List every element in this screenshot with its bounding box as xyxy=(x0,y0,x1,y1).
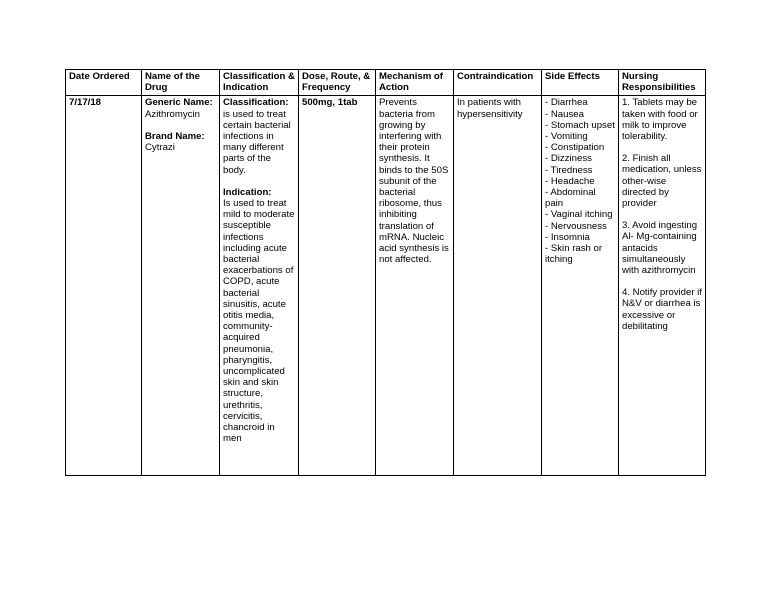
header-drug-name: Name of the Drug xyxy=(142,70,220,96)
header-contraindication: Contraindication xyxy=(454,70,542,96)
classification-label: Classification: xyxy=(223,97,289,109)
spacer xyxy=(622,209,702,220)
side-effect-item: - Insomnia xyxy=(545,231,590,243)
header-mechanism: Mechanism of Action xyxy=(376,70,454,96)
nursing-item: 3. Avoid ingesting Al- Mg-containing antacids simultaneously with azithromycin xyxy=(622,220,698,277)
spacer xyxy=(145,120,216,131)
side-effects-cell xyxy=(542,96,619,476)
drug-card-table xyxy=(65,69,706,476)
header-nursing-responsibilities: Nursing Responsibilities xyxy=(619,70,706,96)
side-effect-item: - Skin rash or itching xyxy=(545,243,603,266)
side-effect-item: - Stomach upset xyxy=(545,119,615,131)
side-effect-item: - Abdominal pain xyxy=(545,187,596,210)
side-effect-item: - Dizziness xyxy=(545,153,592,165)
classification-text: is used to treat certain bacterial infections in many different parts of the body. xyxy=(223,108,291,176)
side-effect-item: - Vomiting xyxy=(545,131,588,143)
side-effect-item: - Nervousness xyxy=(545,220,607,232)
date-ordered-cell: 7/17/18 xyxy=(66,96,142,476)
nursing-item: 4. Notify provider if N&V or diarrhea is excessive or debilitating xyxy=(622,287,702,332)
header-classification-indication: Classification & Indication xyxy=(220,70,299,96)
contraindication-cell: In patients with hypersensitivity xyxy=(454,96,542,476)
header-row xyxy=(66,70,706,96)
generic-name-label: Generic Name: xyxy=(145,97,213,109)
spacer xyxy=(622,142,702,153)
side-effect-item: - Tiredness xyxy=(545,164,593,176)
drug-name-cell xyxy=(142,96,220,476)
nursing-item: 2. Finish all medication, unless other-wise directed by provider xyxy=(622,153,702,210)
brand-name-value: Cytrazi xyxy=(145,142,175,154)
dose-cell: 500mg, 1tab xyxy=(299,96,376,476)
side-effect-item: - Headache xyxy=(545,175,595,187)
header-dose-route-frequency: Dose, Route, & Frequency xyxy=(299,70,376,96)
indication-text: Is used to treat mild to moderate susceptible infections including acute bacterial exacerbations of COPD, acute bacterial sinusitis, acute otitis media, community-acquired pneumonia, pharyngitis, uncomplicated skin and skin structure, urethritis, cervicitis, chancroid in men xyxy=(223,198,295,445)
nursing-item: 1. Tablets may be taken with food or milk to improve tolerability. xyxy=(622,97,698,143)
generic-name-value: Azithromycin xyxy=(145,108,200,120)
side-effect-item: - Vaginal itching xyxy=(545,209,613,221)
header-date-ordered: Date Ordered xyxy=(66,70,142,96)
side-effect-item: - Nausea xyxy=(545,108,584,120)
side-effect-item: - Constipation xyxy=(545,142,605,154)
table-row xyxy=(66,96,706,476)
nursing-responsibilities-cell xyxy=(619,96,706,476)
side-effect-item: - Diarrhea xyxy=(545,97,588,109)
mechanism-cell: Prevents bacteria from growing by interfering with their protein synthesis. It binds to the 50S subunit of the bacterial ribosome, thus inhibiting translation of mRNA. Nucleic acid synthesis is not affected. xyxy=(376,96,454,476)
indication-label: Indication: xyxy=(223,186,272,198)
classification-indication-cell xyxy=(220,96,299,476)
spacer xyxy=(622,276,702,287)
brand-name-label: Brand Name: xyxy=(145,130,205,142)
spacer xyxy=(223,176,295,187)
header-side-effects: Side Effects xyxy=(542,70,619,96)
